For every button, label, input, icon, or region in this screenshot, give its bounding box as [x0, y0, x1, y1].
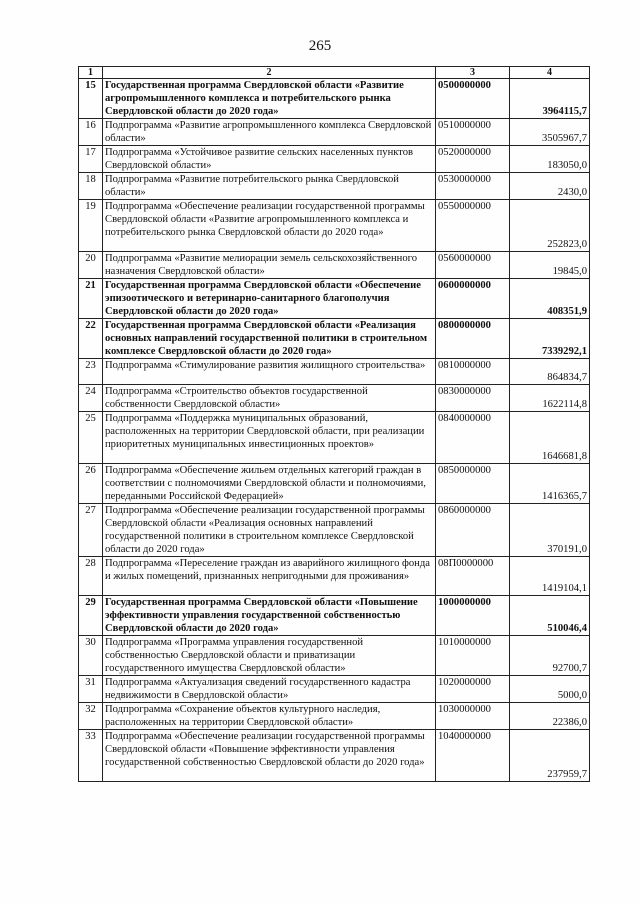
- program-code: 08П0000000: [436, 557, 510, 596]
- table-row: [79, 464, 590, 504]
- row-number: 30: [79, 636, 103, 676]
- row-number: 31: [79, 676, 103, 703]
- table-row: [79, 252, 590, 279]
- row-number: 28: [79, 557, 103, 596]
- program-name: Государственная программа Свердловской области «Обеспечение эпизоотического и ветеринарно-санитарного благополучия Свердловской области до 2020 года»: [103, 279, 436, 319]
- column-header-number: 1: [79, 67, 103, 79]
- budget-table: [78, 66, 590, 782]
- program-amount: 237959,7: [510, 730, 590, 782]
- program-name: Подпрограмма «Стимулирование развития жилищного строительства»: [103, 359, 436, 385]
- program-name: Государственная программа Свердловской области «Реализация основных направлений государственной политики в строительном комплексе Свердловской области до 2020 года»: [103, 319, 436, 359]
- program-name: Подпрограмма «Обеспечение реализации государственной программы Свердловской области «Повышение эффективности управления государственной собственностью Свердловской области до 2020 года»: [103, 730, 436, 782]
- program-code: 0500000000: [436, 79, 510, 119]
- table-row: [79, 119, 590, 146]
- table-row: [79, 557, 590, 596]
- program-code: 0830000000: [436, 385, 510, 412]
- table-row: [79, 359, 590, 385]
- program-amount: 19845,0: [510, 252, 590, 279]
- row-number: 26: [79, 464, 103, 504]
- row-number: 25: [79, 412, 103, 464]
- program-code: 0840000000: [436, 412, 510, 464]
- row-number: 32: [79, 703, 103, 730]
- program-name: Подпрограмма «Обеспечение реализации государственной программы Свердловской области «Реализация основных направлений государственной политики в строительном комплексе Свердловской области до 2020 года»: [103, 504, 436, 557]
- program-name: Подпрограмма «Развитие потребительского рынка Свердловской области»: [103, 173, 436, 200]
- program-amount: 408351,9: [510, 279, 590, 319]
- program-code: 0530000000: [436, 173, 510, 200]
- program-code: 0560000000: [436, 252, 510, 279]
- program-amount: 864834,7: [510, 359, 590, 385]
- program-code: 1030000000: [436, 703, 510, 730]
- column-header-code: 3: [436, 67, 510, 79]
- program-code: 1000000000: [436, 596, 510, 636]
- row-number: 18: [79, 173, 103, 200]
- program-name: Подпрограмма «Поддержка муниципальных образований, расположенных на территории Свердловской области, при реализации приоритетных муниципальных инвестиционных проектов»: [103, 412, 436, 464]
- program-amount: 22386,0: [510, 703, 590, 730]
- table-row: [79, 730, 590, 782]
- program-name: Подпрограмма «Сохранение объектов культурного наследия, расположенных на территории Свердловской области»: [103, 703, 436, 730]
- row-number: 27: [79, 504, 103, 557]
- program-amount: 1419104,1: [510, 557, 590, 596]
- program-code: 1010000000: [436, 636, 510, 676]
- table-row: [79, 596, 590, 636]
- program-code: 0510000000: [436, 119, 510, 146]
- column-header-name: 2: [103, 67, 436, 79]
- program-code: 0800000000: [436, 319, 510, 359]
- page-number: 265: [308, 38, 332, 54]
- row-number: 23: [79, 359, 103, 385]
- row-number: 24: [79, 385, 103, 412]
- program-name: Государственная программа Свердловской области «Развитие агропромышленного комплекса и потребительского рынка Свердловской области до 2020 года»: [103, 79, 436, 119]
- program-amount: 2430,0: [510, 173, 590, 200]
- program-code: 1040000000: [436, 730, 510, 782]
- program-code: 0850000000: [436, 464, 510, 504]
- program-code: 0810000000: [436, 359, 510, 385]
- program-amount: 92700,7: [510, 636, 590, 676]
- program-amount: 1646681,8: [510, 412, 590, 464]
- program-name: Подпрограмма «Обеспечение жильем отдельных категорий граждан в соответствии с полномочиями Свердловской области и полномочиями, переданными Российской Федерацией»: [103, 464, 436, 504]
- table-row: [79, 703, 590, 730]
- row-number: 22: [79, 319, 103, 359]
- program-name: Подпрограмма «Программа управления государственной собственностью Свердловской области и приватизации государственного имущества Свердловской области»: [103, 636, 436, 676]
- table-row: [79, 636, 590, 676]
- program-name: Подпрограмма «Развитие агропромышленного комплекса Свердловской области»: [103, 119, 436, 146]
- program-amount: 252823,0: [510, 200, 590, 252]
- row-number: 17: [79, 146, 103, 173]
- program-amount: 183050,0: [510, 146, 590, 173]
- program-name: Подпрограмма «Устойчивое развитие сельских населенных пунктов Свердловской области»: [103, 146, 436, 173]
- table-row: [79, 676, 590, 703]
- program-amount: 7339292,1: [510, 319, 590, 359]
- program-amount: 1416365,7: [510, 464, 590, 504]
- row-number: 16: [79, 119, 103, 146]
- table-row: [79, 173, 590, 200]
- program-amount: 3505967,7: [510, 119, 590, 146]
- program-amount: 510046,4: [510, 596, 590, 636]
- table-row: [79, 279, 590, 319]
- program-amount: 3964115,7: [510, 79, 590, 119]
- program-name: Подпрограмма «Строительство объектов государственной собственности Свердловской области»: [103, 385, 436, 412]
- row-number: 21: [79, 279, 103, 319]
- table-row: [79, 319, 590, 359]
- table-row: [79, 385, 590, 412]
- program-amount: 5000,0: [510, 676, 590, 703]
- program-code: 0550000000: [436, 200, 510, 252]
- program-name: Подпрограмма «Переселение граждан из аварийного жилищного фонда и жилых помещений, признанных непригодными для проживания»: [103, 557, 436, 596]
- program-amount: 1622114,8: [510, 385, 590, 412]
- row-number: 33: [79, 730, 103, 782]
- row-number: 15: [79, 79, 103, 119]
- row-number: 20: [79, 252, 103, 279]
- program-code: 0520000000: [436, 146, 510, 173]
- program-name: Подпрограмма «Актуализация сведений государственного кадастра недвижимости в Свердловской области»: [103, 676, 436, 703]
- table-row: [79, 200, 590, 252]
- program-name: Государственная программа Свердловской области «Повышение эффективности управления государственной собственностью Свердловской области до 2020 года»: [103, 596, 436, 636]
- row-number: 29: [79, 596, 103, 636]
- program-code: 0600000000: [436, 279, 510, 319]
- program-code: 0860000000: [436, 504, 510, 557]
- table-row: [79, 504, 590, 557]
- table-body: [79, 79, 590, 782]
- column-header-amount: 4: [510, 67, 590, 79]
- program-name: Подпрограмма «Развитие мелиорации земель сельскохозяйственного назначения Свердловской области»: [103, 252, 436, 279]
- header-row: [79, 67, 590, 79]
- program-name: Подпрограмма «Обеспечение реализации государственной программы Свердловской области «Развитие агропромышленного комплекса и потребительского рынка Свердловской области до 2020 года»: [103, 200, 436, 252]
- program-amount: 370191,0: [510, 504, 590, 557]
- program-code: 1020000000: [436, 676, 510, 703]
- table-row: [79, 79, 590, 119]
- table-row: [79, 146, 590, 173]
- table-row: [79, 412, 590, 464]
- row-number: 19: [79, 200, 103, 252]
